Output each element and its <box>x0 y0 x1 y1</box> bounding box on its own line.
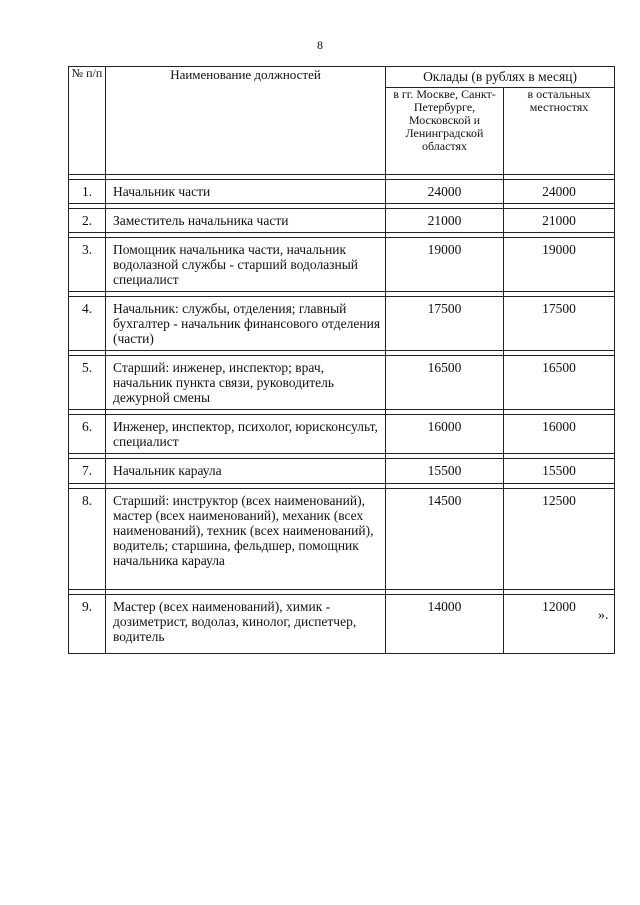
table-body <box>69 175 615 654</box>
salary-moscow-spb: 14500 <box>386 489 504 590</box>
table-row <box>69 356 615 410</box>
header-num: № п/п <box>69 67 106 175</box>
table-row <box>69 459 615 484</box>
table-row <box>69 415 615 454</box>
position-name: Начальник караула <box>106 459 386 484</box>
salary-other: 24000 <box>504 180 615 204</box>
table-header <box>69 67 615 175</box>
header-position-name: Наименование должностей <box>106 67 386 175</box>
row-number: 4. <box>69 297 106 351</box>
table-row <box>69 238 615 292</box>
row-number: 9. <box>69 595 106 654</box>
salary-other: 12500 <box>504 489 615 590</box>
row-number: 7. <box>69 459 106 484</box>
salary-other: 12000 <box>504 595 615 654</box>
table-row <box>69 595 615 654</box>
salary-other: 17500 <box>504 297 615 351</box>
salary-other: 19000 <box>504 238 615 292</box>
header-salary: Оклады (в рублях в месяц) <box>386 67 615 88</box>
salary-other: 16000 <box>504 415 615 454</box>
salary-moscow-spb: 19000 <box>386 238 504 292</box>
header-col-other: в остальных местностях <box>504 88 615 175</box>
position-name: Начальник части <box>106 180 386 204</box>
row-number: 8. <box>69 489 106 590</box>
position-name: Инженер, инспектор, психолог, юрисконсульт, специалист <box>106 415 386 454</box>
header-col-moscow-spb: в гг. Москве, Санкт-Петербурге, Московской и Ленинградской областях <box>386 88 504 175</box>
row-number: 3. <box>69 238 106 292</box>
position-name: Начальник: службы, отделения; главный бухгалтер - начальник финансового отделения (части) <box>106 297 386 351</box>
salary-moscow-spb: 24000 <box>386 180 504 204</box>
salary-moscow-spb: 14000 <box>386 595 504 654</box>
position-name: Мастер (всех наименований), химик - дозиметрист, водолаз, кинолог, диспетчер, водитель <box>106 595 386 654</box>
salary-other: 21000 <box>504 209 615 233</box>
salary-table <box>68 66 615 654</box>
position-name: Помощник начальника части, начальник водолазной службы - старший водолазный специалист <box>106 238 386 292</box>
salary-other: 16500 <box>504 356 615 410</box>
table-row <box>69 180 615 204</box>
salary-moscow-spb: 16500 <box>386 356 504 410</box>
page-number: 8 <box>317 38 323 52</box>
position-name: Старший: инженер, инспектор; врач, начальник пункта связи, руководитель дежурной смены <box>106 356 386 410</box>
row-number: 6. <box>69 415 106 454</box>
salary-other: 15500 <box>504 459 615 484</box>
row-number: 1. <box>69 180 106 204</box>
table-row <box>69 297 615 351</box>
salary-moscow-spb: 17500 <box>386 297 504 351</box>
position-name: Старший: инструктор (всех наименований), мастер (всех наименований), механик (всех наименований), техник (всех наименований), водитель; старшина, фельдшер, помощник начальника караула <box>106 489 386 590</box>
closing-quote: ». <box>598 608 609 623</box>
position-name: Заместитель начальника части <box>106 209 386 233</box>
salary-moscow-spb: 16000 <box>386 415 504 454</box>
table-row <box>69 209 615 233</box>
table-row <box>69 489 615 590</box>
row-number: 2. <box>69 209 106 233</box>
salary-moscow-spb: 15500 <box>386 459 504 484</box>
row-number: 5. <box>69 356 106 410</box>
salary-moscow-spb: 21000 <box>386 209 504 233</box>
